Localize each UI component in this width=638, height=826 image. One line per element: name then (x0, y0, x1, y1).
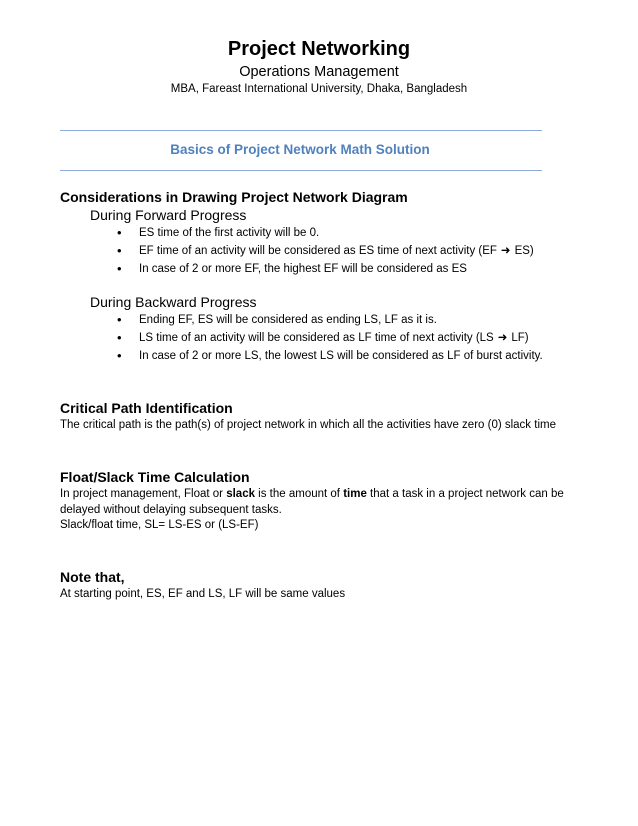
slack-formula: Slack/float time, SL= LS-ES or (LS-EF) (60, 519, 259, 531)
banner-bottom-rule (60, 170, 542, 171)
right-arrow-icon: ➜ (500, 245, 511, 257)
section-banner-title: Basics of Project Network Math Solution (170, 142, 430, 157)
forward-progress-list (117, 224, 534, 278)
list-item: • In case of 2 or more LS, the lowest LS will be considered as LF of burst activity. (117, 347, 543, 365)
float-slack-heading: Float/Slack Time Calculation (60, 469, 250, 485)
backward-progress-list (117, 311, 543, 365)
critical-path-heading: Critical Path Identification (60, 400, 233, 416)
list-item: • Ending EF, ES will be considered as ending LS, LF as it is. (117, 311, 543, 329)
list-item: • EF time of an activity will be considered as ES time of next activity (EF ➜ ES) (117, 242, 534, 260)
float-slack-text: In project management, Float or slack is the amount of time that a task in a project network can be delayed without delaying subsequent tasks. (60, 488, 564, 516)
forward-progress-heading: During Forward Progress (90, 207, 247, 223)
list-item: • In case of 2 or more EF, the highest EF will be considered as ES (117, 260, 534, 278)
list-item: • ES time of the first activity will be 0. (117, 224, 534, 242)
critical-path-text: The critical path is the path(s) of project network in which all the activities have zero (0) slack time (60, 419, 556, 431)
list-item: • LS time of an activity will be considered as LF time of next activity (LS ➜ LF) (117, 329, 543, 347)
backward-progress-heading: During Backward Progress (90, 294, 257, 310)
banner-top-rule (60, 130, 542, 131)
considerations-heading: Considerations in Drawing Project Network Diagram (60, 189, 408, 205)
document-title: Project Networking (227, 38, 411, 60)
document-affiliation: MBA, Fareast International University, Dhaka, Bangladesh (170, 83, 468, 95)
note-text: At starting point, ES, EF and LS, LF will be same values (60, 588, 346, 600)
note-heading: Note that, (60, 569, 125, 585)
right-arrow-icon: ➜ (497, 332, 508, 344)
document-subtitle: Operations Management (239, 64, 399, 80)
